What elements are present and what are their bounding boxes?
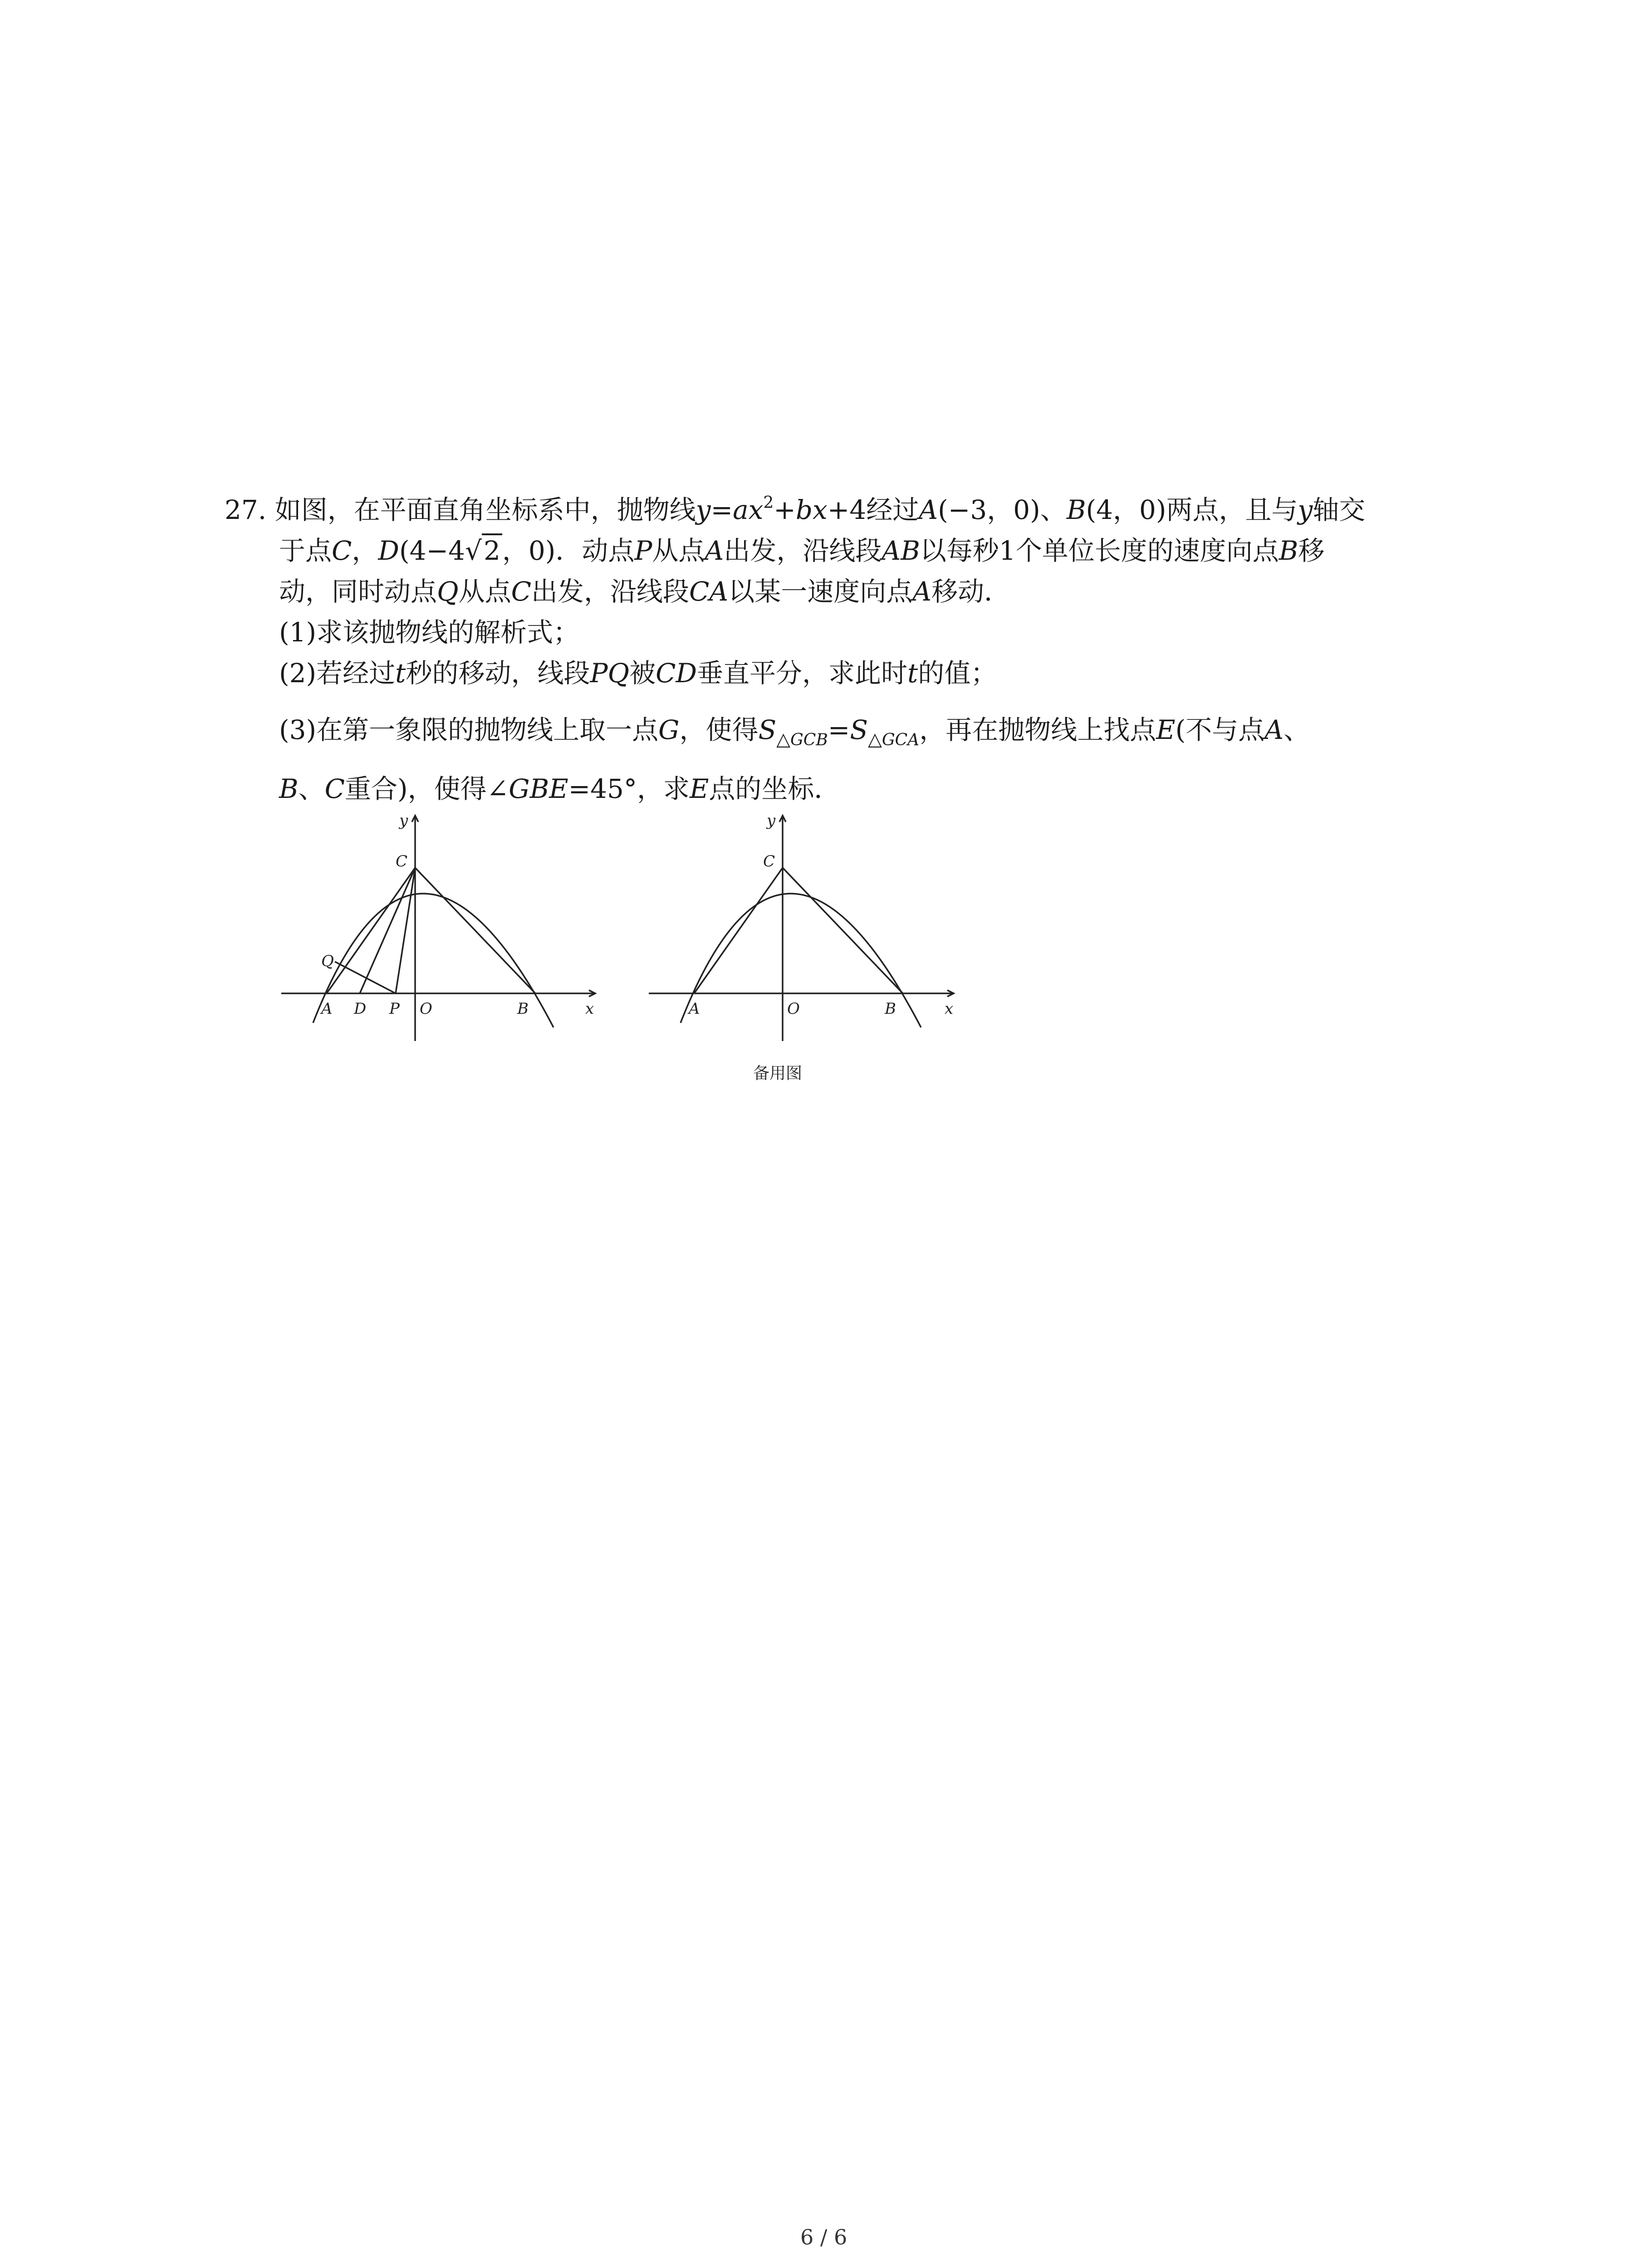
label-b: B (517, 1000, 529, 1018)
question-part-3-continued: B、C重合)，使得∠GBE=45°，求E点的坐标． (279, 773, 841, 804)
label-c: C (396, 852, 408, 870)
label-a: A (321, 1000, 333, 1018)
segment-cd (360, 868, 415, 993)
figure-caption: 备用图 (753, 1064, 803, 1083)
question-part-1: (1)求该抛物线的解析式； (279, 617, 580, 648)
figure-main (277, 812, 603, 1048)
label-y: y (767, 812, 776, 830)
segment-ca (327, 868, 415, 993)
question-line-3: 动，同时动点Q从点C出发，沿线段CA以某一速度向点A移动． (279, 576, 1011, 607)
label-o: O (787, 1000, 800, 1018)
question-part-2: (2)若经过t秒的移动，线段PQ被CD垂直平分，求此时t的值； (279, 658, 997, 689)
question-part-3: (3)在第一象限的抛物线上取一点G，使得$S_{\triangle GCB}=S_{\triangle GCA}$，再在抛物线上找点E(不与点A、 (279, 714, 1310, 750)
segment-cp (396, 868, 415, 993)
segment-cb (783, 868, 903, 993)
label-x: x (945, 1000, 954, 1018)
label-b: B (885, 1000, 896, 1018)
label-y: y (399, 812, 408, 830)
label-o: O (420, 1000, 432, 1018)
label-x: x (585, 1000, 594, 1018)
sqrt-argument: 2 (482, 533, 502, 566)
segment-cb (415, 868, 535, 993)
figure-spare (644, 812, 962, 1048)
segment-qp (335, 962, 396, 993)
label-p: P (389, 1000, 400, 1018)
label-q: Q (321, 952, 334, 970)
label-d: D (354, 1000, 367, 1018)
label-a: A (689, 1000, 700, 1018)
segment-ca (694, 868, 783, 993)
question-number: 27. (225, 494, 267, 525)
sqrt-symbol: √ (465, 535, 482, 566)
question-line-2: 于点C，D(4−4√2，0)．动点P从点A出发，沿线段AB以每秒1个单位长度的速度向点B移 (279, 533, 1324, 568)
page-number: 6 / 6 (800, 2225, 847, 2249)
question-line-1: 27. 如图，在平面直角坐标系中，抛物线$y=ax^2+bx+4$经过A(−3，0)、B(4，0)两点，且与y轴交 (225, 494, 1366, 525)
label-c: C (763, 852, 775, 870)
